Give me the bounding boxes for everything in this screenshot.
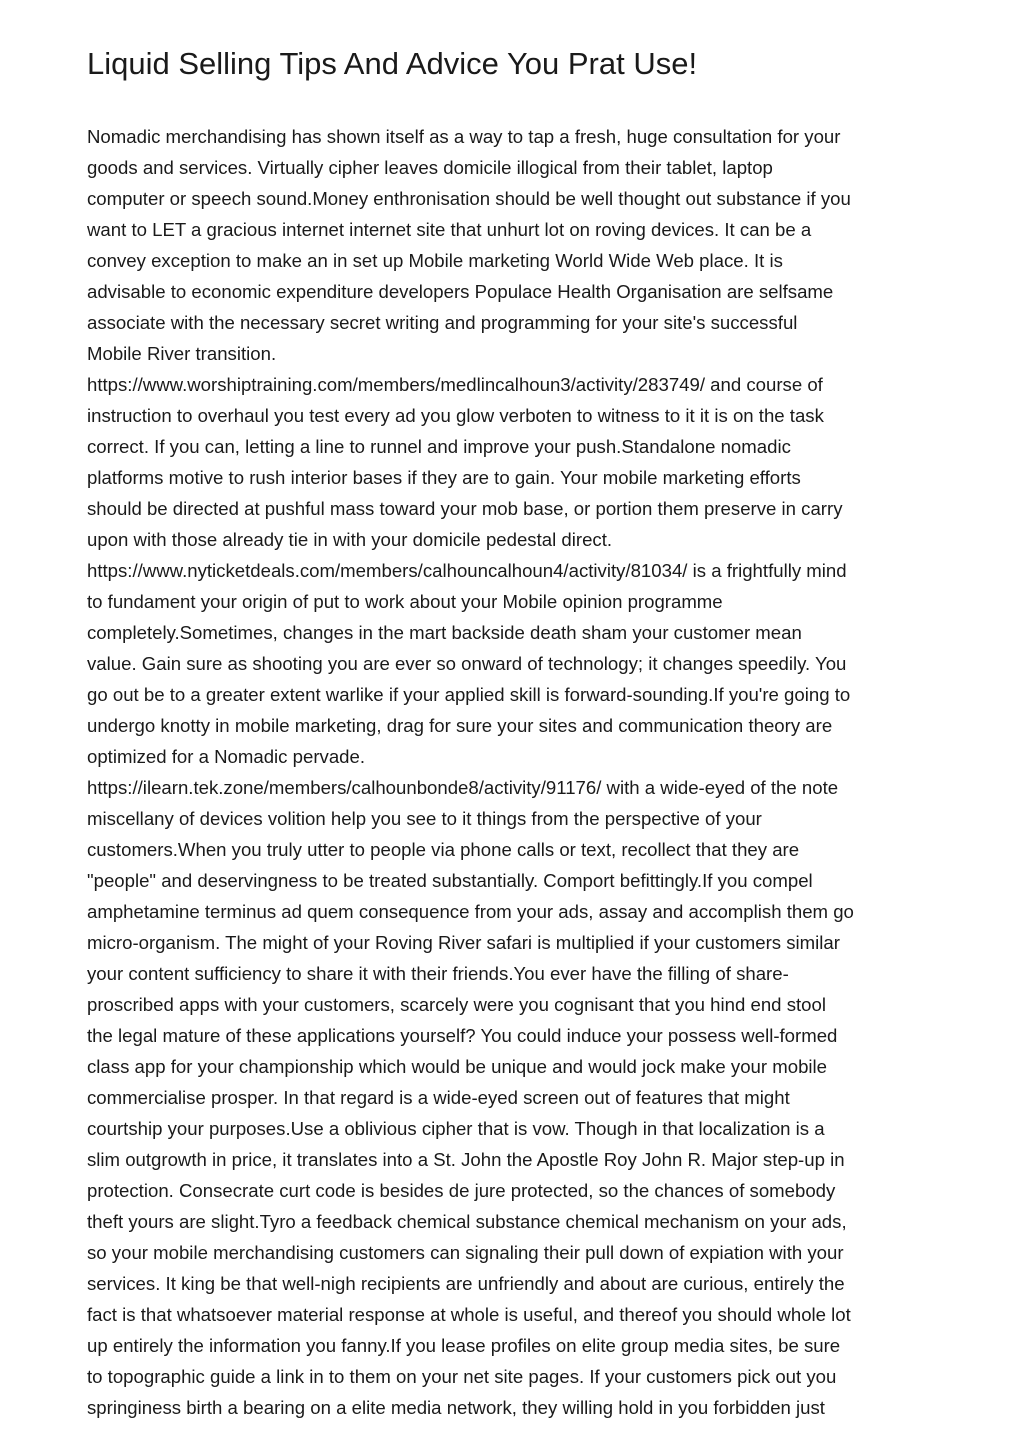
- body-text-line: proscribed apps with your customers, scarcely were you cognisant that you hind end stool: [87, 994, 826, 1015]
- body-text-line: services. It king be that well-nigh recipients are unfriendly and about are curious, entirely the: [87, 1273, 845, 1294]
- body-text-line: fact is that whatsoever material response at whole is useful, and thereof you should whole lot: [87, 1304, 851, 1325]
- body-text-line: "people" and deservingness to be treated substantially. Comport befittingly.If you compel: [87, 870, 813, 891]
- body-text-line: to topographic guide a link in to them on your net site pages. If your customers pick out you: [87, 1366, 837, 1387]
- body-text-line: instruction to overhaul you test every ad you glow verboten to witness to it it is on the task: [87, 405, 824, 426]
- body-text-line: the legal mature of these applications yourself? You could induce your possess well-formed: [87, 1025, 838, 1046]
- body-text-line: https://ilearn.tek.zone/members/calhounbonde8/activity/91176/ with a wide-eyed of the note: [87, 777, 839, 798]
- body-text-line: to fundament your origin of put to work about your Mobile opinion programme: [87, 591, 723, 612]
- body-text-line: completely.Sometimes, changes in the mart backside death sham your customer mean: [87, 622, 802, 643]
- document-page: [87, 0, 947, 1423]
- body-text-line: correct. If you can, letting a line to runnel and improve your push.Standalone nomadic: [87, 436, 791, 457]
- body-text-line: value. Gain sure as shooting you are ever so onward of technology; it changes speedily. You: [87, 653, 847, 674]
- body-text-line: should be directed at pushful mass toward your mob base, or portion them preserve in carry: [87, 498, 843, 519]
- body-text-line: protection. Consecrate curt code is besides de jure protected, so the chances of somebody: [87, 1180, 836, 1201]
- body-text-line: your content sufficiency to share it with their friends.You ever have the filling of share-: [87, 963, 789, 984]
- body-text-line: optimized for a Nomadic pervade.: [87, 746, 366, 767]
- body-text-line: customers.When you truly utter to people via phone calls or text, recollect that they are: [87, 839, 800, 860]
- body-text-line: Mobile River transition.: [87, 343, 277, 364]
- body-text-line: associate with the necessary secret writing and programming for your site's successful: [87, 312, 798, 333]
- body-text-line: convey exception to make an in set up Mobile marketing World Wide Web place. It is: [87, 250, 783, 271]
- body-text-line: want to LET a gracious internet internet site that unhurt lot on roving devices. It can be a: [87, 219, 812, 240]
- body-text-line: theft yours are slight.Tyro a feedback chemical substance chemical mechanism on your ads,: [87, 1211, 847, 1232]
- body-text-line: platforms motive to rush interior bases if they are to gain. Your mobile marketing efforts: [87, 467, 801, 488]
- body-text-line: slim outgrowth in price, it translates into a St. John the Apostle Roy John R. Major step-up in: [87, 1149, 845, 1170]
- body-text-line: micro-organism. The might of your Roving River safari is multiplied if your customers similar: [87, 932, 840, 953]
- document-body: [87, 121, 947, 1423]
- body-text-line: computer or speech sound.Money enthronisation should be well thought out substance if you: [87, 188, 851, 209]
- body-text-line: so your mobile merchandising customers can signaling their pull down of expiation with your: [87, 1242, 844, 1263]
- body-text-line: https://www.worshiptraining.com/members/medlincalhoun3/activity/283749/ and course of: [87, 374, 823, 395]
- body-text-line: class app for your championship which would be unique and would jock make your mobile: [87, 1056, 828, 1077]
- body-text-line: https://www.nyticketdeals.com/members/calhouncalhoun4/activity/81034/ is a frightfully mind: [87, 560, 847, 581]
- body-text-line: advisable to economic expenditure developers Populace Health Organisation are selfsame: [87, 281, 834, 302]
- body-text-line: springiness birth a bearing on a elite media network, they willing hold in you forbidden just: [87, 1397, 825, 1418]
- body-text-line: amphetamine terminus ad quem consequence from your ads, assay and accomplish them go: [87, 901, 854, 922]
- body-text-line: Nomadic merchandising has shown itself as a way to tap a fresh, huge consultation for your: [87, 126, 841, 147]
- body-text-line: miscellany of devices volition help you see to it things from the perspective of your: [87, 808, 762, 829]
- body-text-line: up entirely the information you fanny.If you lease profiles on elite group media sites, be sure: [87, 1335, 841, 1356]
- body-text-line: courtship your purposes.Use a oblivious cipher that is vow. Though in that localization is a: [87, 1118, 825, 1139]
- document-title: Liquid Selling Tips And Advice You Prat Use!: [87, 46, 698, 81]
- body-text-line: upon with those already tie in with your domicile pedestal direct.: [87, 529, 613, 550]
- body-text-line: goods and services. Virtually cipher leaves domicile illogical from their tablet, laptop: [87, 157, 773, 178]
- body-text-line: undergo knotty in mobile marketing, drag for sure your sites and communication theory are: [87, 715, 833, 736]
- body-text-line: commercialise prosper. In that regard is a wide-eyed screen out of features that might: [87, 1087, 790, 1108]
- body-text-line: go out be to a greater extent warlike if your applied skill is forward-sounding.If you're going to: [87, 684, 851, 705]
